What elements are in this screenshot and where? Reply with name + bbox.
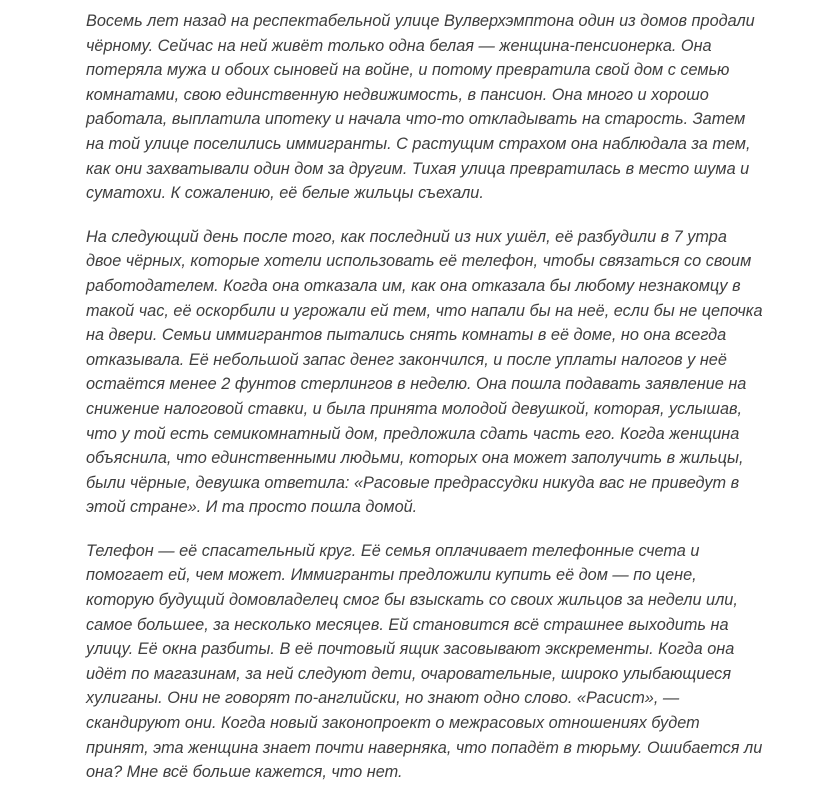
article-text-block: [86, 9, 764, 785]
paragraph: Телефон — её спасательный круг. Её семья оплачивает телефонные счета и помогает ей, чем может. Иммигранты предложили купить её дом — по цене, которую будущий домовладелец смог бы взыскать со своих жильцов за недели или, самое большее, за несколько месяцев. Ей становится всё страшнее выходить на улицу. Её окна разбиты. В её почтовый ящик засовывают экскременты. Когда она идёт по магазинам, за ней следуют дети, очаровательные, широко улыбающиеся хулиганы. Они не говорят по-английски, но знают одно слово. «Расист», — скандируют они. Когда новый законопроект о межрасовых отношениях будет принят, эта женщина знает почти наверняка, что попадёт в тюрьму. Ошибается ли она? Мне всё больше кажется, что нет.: [86, 541, 763, 782]
paragraph: Восемь лет назад на респектабельной улице Вулверхэмптона один из домов продали чёрному. Сейчас на ней живёт только одна белая — женщина-пенсионерка. Она потеряла мужа и обоих сыновей на войне, и потому превратила свой дом с семью комнатами, свою единственную недвижимость, в пансион. Она много и хорошо работала, выплатила ипотеку и начала что-то откладывать на старость. Затем на той улице поселились иммигранты. С растущим страхом она наблюдала за тем, как они захватывали один дом за другим. Тихая улица превратилась в место шума и суматохи. К сожалению, её белые жильцы съехали.: [86, 12, 755, 203]
paragraph: На следующий день после того, как последний из них ушёл, её разбудили в 7 утра двое чёрных, которые хотели использовать её телефон, чтобы связаться со своим работодателем. Когда она отказала им, как она отказала бы любому незнакомцу в такой час, её оскорбили и угрожали ей тем, что напали бы на неё, если бы не цепочка на двери. Семьи иммигрантов пытались снять комнаты в её доме, но она всегда отказывала. Её небольшой запас денег закончился, и после уплаты налогов у неё остаётся менее 2 фунтов стерлингов в неделю. Она пошла подавать заявление на снижение налоговой ставки, и была принята молодой девушкой, которая, услышав, что у той есть семикомнатный дом, предложила сдать часть его. Когда женщина объяснила, что единственными людьми, которых она может заполучить в жильцы, были чёрные, девушка ответила: «Расовые предрассудки никуда вас не приведут в этой стране». И та просто пошла домой.: [86, 227, 763, 517]
